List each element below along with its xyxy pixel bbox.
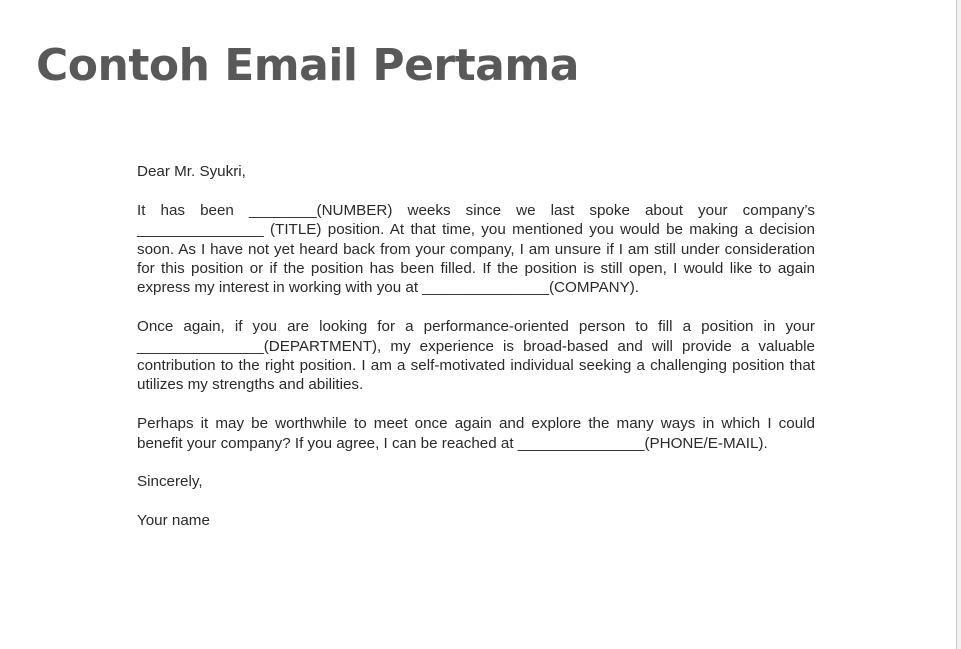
letter-signature: Your name xyxy=(137,512,210,530)
letter-paragraph: Once again, if you are looking for a performance-oriented person to fill a position in your _______________(DEPARTMENT), my experience is broad-based and will provide a valuable contribution to the right position. I am a self-motivated individual seeking a challenging position that utilizes my strengths and abilities. xyxy=(137,318,815,394)
letter-paragraph: It has been ________(NUMBER) weeks since we last spoke about your company’s _______________ (TITLE) position. At that time, you mentioned you would be making a decision soon. As I have not yet heard back from your company, I am unsure if I am still under consideration for this position or if the position has been filled. If the position is still open, I would like to again express my interest in working with you at _______________(COMPANY). xyxy=(137,201,815,297)
scrollbar-edge xyxy=(956,0,961,649)
letter-paragraph: Perhaps it may be worthwhile to meet once again and explore the many ways in which I could benefit your company? If you agree, I can be reached at _______________(PHONE/E-MAIL). xyxy=(137,415,815,452)
letter-body xyxy=(137,162,815,550)
letter-closing: Sincerely, xyxy=(137,473,203,491)
page-title: Contoh Email Pertama xyxy=(36,40,579,91)
letter-greeting: Dear Mr. Syukri, xyxy=(137,163,246,180)
